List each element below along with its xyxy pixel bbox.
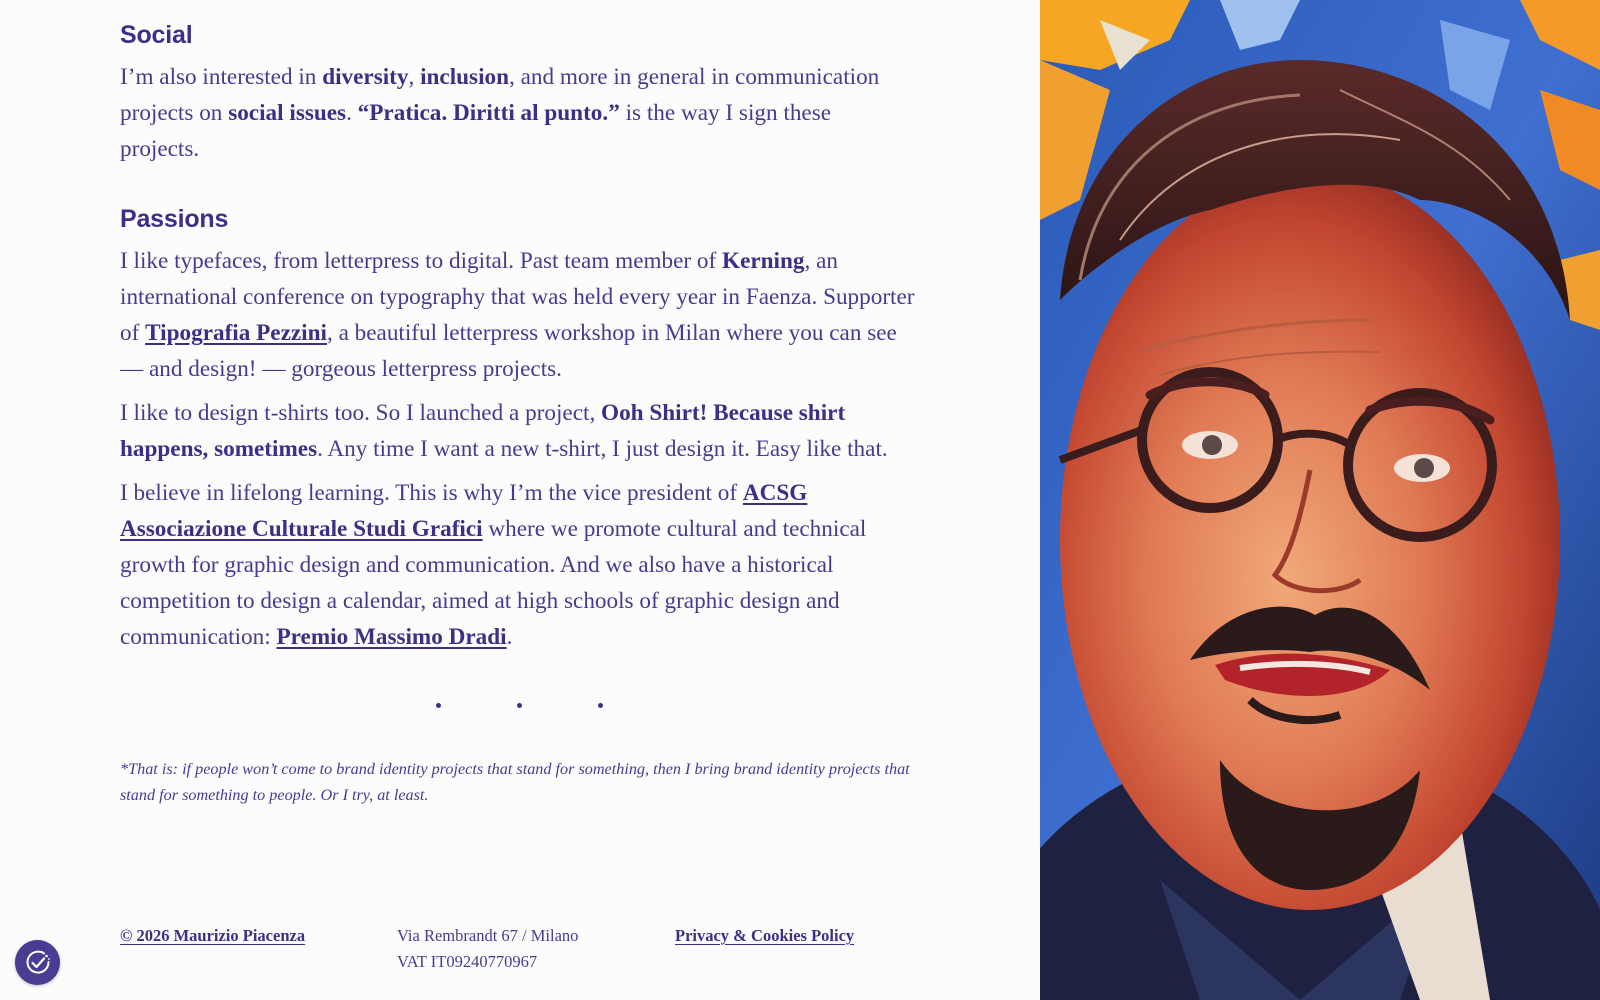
copyright-link[interactable]: © 2026 Maurizio Piacenza xyxy=(120,926,306,945)
separator-dot xyxy=(436,703,441,708)
section-heading-passions: Passions xyxy=(120,205,229,233)
cookie-consent-check-icon xyxy=(23,948,53,978)
dot-separator xyxy=(120,697,915,717)
portrait-illustration xyxy=(1040,0,1600,1000)
passions-paragraph-learning xyxy=(120,475,915,655)
text-run: . xyxy=(506,624,513,650)
privacy-policy-link[interactable]: Privacy & Cookies Policy xyxy=(675,926,855,945)
address-line: Via Rembrandt 67 / Milano xyxy=(397,926,579,945)
link-acsg[interactable]: ACSG Associazione Culturale Studi Grafici xyxy=(120,480,808,542)
text-run: I like to design t-shirts too. So I launched a project, xyxy=(120,400,602,426)
text-run: where we promote cultural and technical growth for graphic design and communication. And we also have a historical competition to design a calendar, aimed at high schools of graphic design and communication: xyxy=(120,516,867,650)
separator-dot xyxy=(598,703,603,708)
text-run: , xyxy=(408,64,421,90)
emphasis-social-issues: social issues xyxy=(228,100,347,126)
text-run: . xyxy=(346,100,358,126)
address-block xyxy=(397,923,578,975)
text-run: I’m also interested in xyxy=(120,64,323,90)
text-run: is the way I sign these projects. xyxy=(120,100,832,162)
emphasis-slogan: “Pratica. Diritti al punto.” xyxy=(357,100,620,126)
social-paragraph xyxy=(120,59,915,167)
cookie-settings-button[interactable] xyxy=(15,940,60,985)
text-run: , a beautiful letterpress workshop in Milan where you can see — and design! — gorgeous letterpress projects. xyxy=(120,320,897,382)
emphasis-ooh-shirt: Ooh Shirt! Because shirt happens, sometimes xyxy=(120,400,846,462)
footnote: *That is: if people won’t come to brand identity projects that stand for something, then I bring brand identity projects that stand for something to people. Or I try, at least. xyxy=(120,760,910,804)
portrait-photo xyxy=(1040,0,1600,1000)
separator-dot xyxy=(517,703,522,708)
emphasis-kerning: Kerning xyxy=(722,248,805,274)
emphasis-inclusion: inclusion xyxy=(420,64,510,90)
passions-paragraph-typefaces xyxy=(120,243,915,387)
text-run: , an international conference on typography that was held every year in Faenza. Supporter of xyxy=(120,248,915,346)
text-run: I believe in lifelong learning. This is why I’m the vice president of xyxy=(120,480,743,506)
passions-paragraph-tshirts xyxy=(120,395,915,467)
link-premio-massimo-dradi[interactable]: Premio Massimo Dradi xyxy=(276,624,507,650)
main-content xyxy=(120,0,915,808)
vat-line: VAT IT09240770967 xyxy=(397,952,538,971)
section-heading-social: Social xyxy=(120,21,193,49)
text-run: , and more in general in communication projects on xyxy=(120,64,880,126)
text-run: . Any time I want a new t-shirt, I just design it. Easy like that. xyxy=(317,436,888,462)
text-run: I like typefaces, from letterpress to digital. Past team member of xyxy=(120,248,723,274)
emphasis-diversity: diversity xyxy=(322,64,409,90)
link-tipografia-pezzini[interactable]: Tipografia Pezzini xyxy=(145,320,327,346)
